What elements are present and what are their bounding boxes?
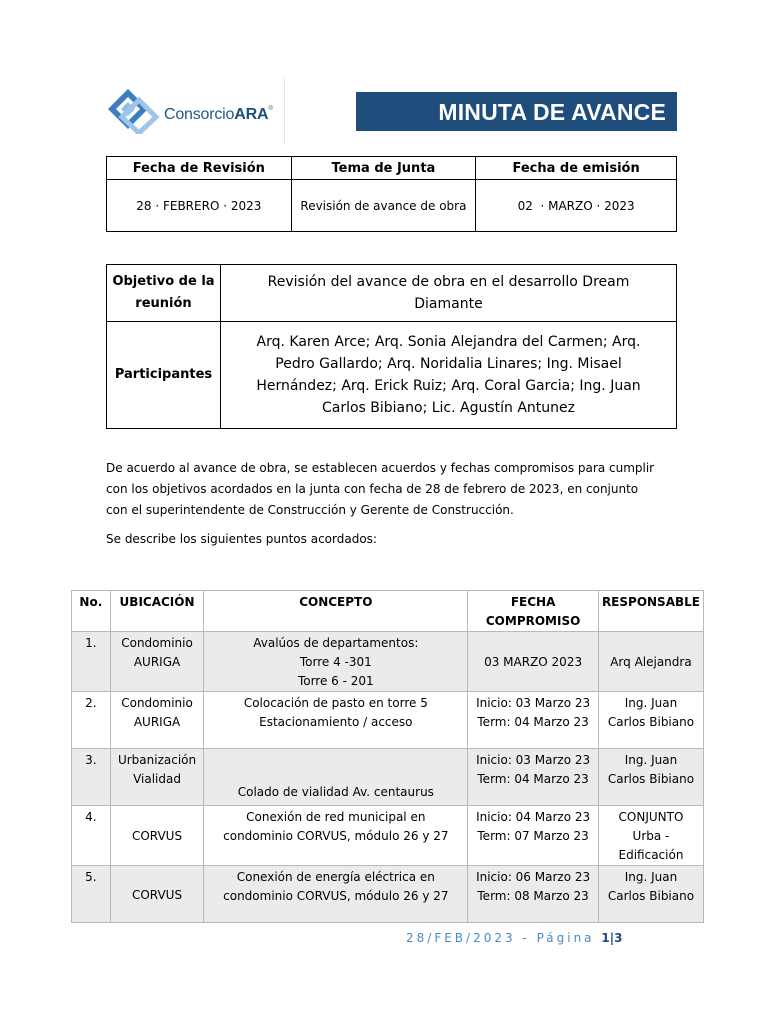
- review-date-header: Fecha de Revisión: [107, 157, 292, 180]
- row-date: 03 MARZO 2023: [468, 632, 599, 692]
- agreement-paragraph: De acuerdo al avance de obra, se establecen acuerdos y fechas compromisos para cumplir con los objetivos acordados en la junta con fecha de 28 de febrero de 2023, en conjunto con el superintendente de Construcción y Gerente de Construcción.: [106, 461, 655, 517]
- title-banner: [356, 92, 677, 131]
- row-location: CORVUS: [110, 866, 204, 923]
- document-title: MINUTA DE AVANCE: [438, 99, 666, 125]
- col-header-no: No.: [72, 591, 111, 632]
- table-row: [72, 632, 704, 692]
- row-concept: Colocación de pasto en torre 5 Estacionamiento / acceso: [204, 692, 468, 749]
- row-number: 4.: [72, 806, 111, 866]
- table-row: [72, 749, 704, 806]
- meeting-topic-header: Tema de Junta: [291, 157, 476, 180]
- col-header-responsable: RESPONSABLE: [598, 591, 703, 632]
- row-number: 3.: [72, 749, 111, 806]
- row-concept: Colado de vialidad Av. centaurus: [204, 749, 468, 806]
- issue-date-header: Fecha de emisión: [476, 157, 677, 180]
- page-separator: |: [609, 931, 615, 945]
- objective-participants-table: [106, 264, 677, 429]
- row-concept: Conexión de energía eléctrica en condominio CORVUS, módulo 26 y 27: [204, 866, 468, 923]
- logo-wordmark: ConsorcioARA®: [164, 106, 273, 123]
- consorcio-ara-logo: [104, 78, 285, 144]
- col-header-concepto: CONCEPTO: [204, 591, 468, 632]
- participants-text: Arq. Karen Arce; Arq. Sonia Alejandra del Carmen; Arq. Pedro Gallardo; Arq. Noridalia Linares; Ing. Misael Hernández; Arq. Erick Ruiz; Arq. Coral Garcia; Ing. Juan Carlos Bibiano; Lic. Agustín Antunez: [221, 322, 677, 429]
- ara-diamond-icon: [106, 88, 160, 134]
- issue-date-value: 02 · MARZO · 2023: [476, 180, 677, 232]
- row-location: Urbanización Vialidad: [110, 749, 204, 806]
- row-responsible: Ing. Juan Carlos Bibiano: [598, 692, 703, 749]
- row-location: Condominio AURIGA: [110, 692, 204, 749]
- page-footer: [406, 931, 622, 945]
- objective-label: Objetivo de la reunión: [107, 265, 221, 322]
- row-responsible: Ing. Juan Carlos Bibiano: [598, 749, 703, 806]
- row-responsible: Arq Alejandra: [598, 632, 703, 692]
- objective-text: Revisión del avance de obra en el desarrollo Dream Diamante: [221, 265, 677, 322]
- row-date: Inicio: 03 Marzo 23 Term: 04 Marzo 23: [468, 749, 599, 806]
- row-date: Inicio: 03 Marzo 23 Term: 04 Marzo 23: [468, 692, 599, 749]
- row-responsible: CONJUNTO Urba - Edificación: [598, 806, 703, 866]
- participants-label: Participantes: [107, 322, 221, 429]
- row-responsible: Ing. Juan Carlos Bibiano: [598, 866, 703, 923]
- table-row: [72, 806, 704, 866]
- review-date-value: 28 · FEBRERO · 2023: [107, 180, 292, 232]
- agreements-intro: Se describe los siguientes puntos acordados:: [106, 532, 377, 546]
- row-date: Inicio: 06 Marzo 23 Term: 08 Marzo 23: [468, 866, 599, 923]
- col-header-fecha: FECHA COMPROMISO: [468, 591, 599, 632]
- row-number: 1.: [72, 632, 111, 692]
- page-total: 3: [614, 931, 623, 945]
- row-concept: Conexión de red municipal en condominio CORVUS, módulo 26 y 27: [204, 806, 468, 866]
- row-concept: Avalúos de departamentos: Torre 4 -301 Torre 6 - 201: [204, 632, 468, 692]
- page-number: 1: [601, 931, 610, 945]
- col-header-ubicacion: UBICACIÓN: [110, 591, 204, 632]
- table-row: [72, 692, 704, 749]
- row-location: Condominio AURIGA: [110, 632, 204, 692]
- agreements-table: [71, 590, 704, 923]
- row-number: 2.: [72, 692, 111, 749]
- row-date: Inicio: 04 Marzo 23 Term: 07 Marzo 23: [468, 806, 599, 866]
- meeting-topic-value: Revisión de avance de obra: [291, 180, 476, 232]
- footer-date-text: 28/FEB/2023 - Página: [406, 931, 602, 945]
- table-row: [72, 866, 704, 923]
- meeting-info-table: [106, 156, 677, 232]
- row-number: 5.: [72, 866, 111, 923]
- row-location: CORVUS: [110, 806, 204, 866]
